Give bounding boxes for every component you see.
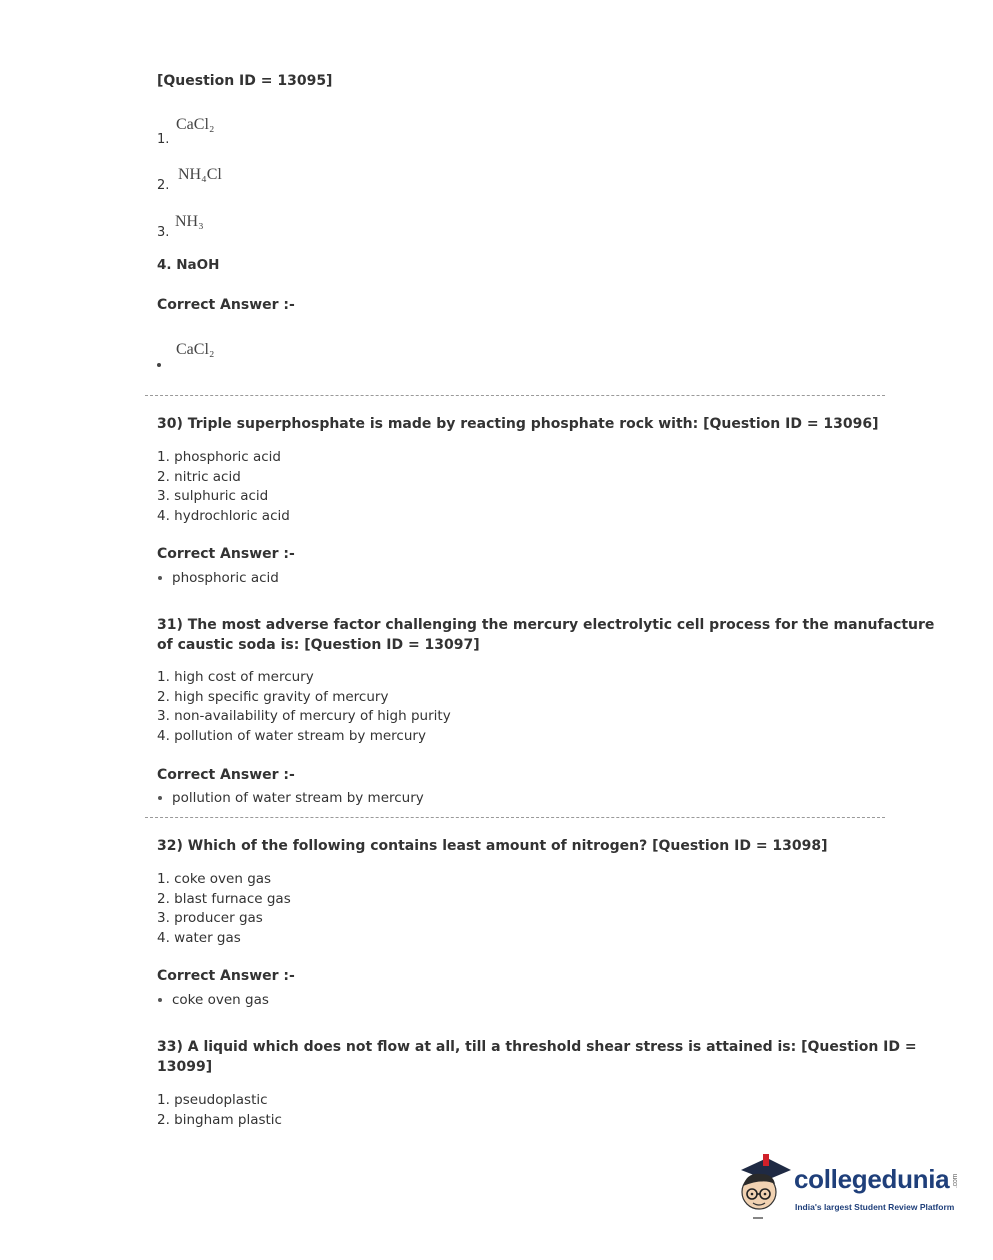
option: 1. high cost of mercury xyxy=(157,669,314,685)
correct-answer-value: phosphoric acid xyxy=(172,570,279,586)
divider xyxy=(145,817,885,818)
question-31-title xyxy=(157,615,934,655)
correct-answer-value: pollution of water stream by mercury xyxy=(172,790,424,806)
bullet-icon xyxy=(158,998,162,1002)
bullet-icon xyxy=(158,796,162,800)
option: 2. nitric acid xyxy=(157,468,241,485)
collegedunia-logo xyxy=(733,1152,963,1224)
option: 1. phosphoric acid xyxy=(157,449,282,465)
correct-answer-value: coke oven gas xyxy=(172,992,269,1008)
correct-answer xyxy=(157,992,269,1008)
option-formula: NH₃ xyxy=(175,213,204,230)
option-number: 3. xyxy=(157,225,170,240)
option: 4. pollution of water stream by mercury xyxy=(157,727,426,744)
logo-tagline: India's largest Student Review Platform xyxy=(795,1202,955,1212)
correct-answer-label: Correct Answer :- xyxy=(157,968,295,984)
mascot-icon xyxy=(733,1152,793,1222)
question-title-line: 33) A liquid which does not flow at all, till a threshold shear stress is attained is: [Question ID = xyxy=(157,1039,917,1055)
logo-suffix: .com xyxy=(952,1174,960,1188)
correct-answer-value: CaCl₂ xyxy=(176,341,215,358)
question-30-title: 30) Triple superphosphate is made by reacting phosphate rock with: [Question ID = 13096] xyxy=(157,416,879,432)
logo-wordmark xyxy=(794,1164,973,1195)
correct-answer-label: Correct Answer :- xyxy=(157,546,295,562)
bullet-icon xyxy=(158,576,162,580)
option: 4. hydrochloric acid xyxy=(157,507,290,524)
option-number: 2. xyxy=(157,178,170,193)
option: 1. coke oven gas xyxy=(157,871,272,887)
correct-answer-label: Correct Answer :- xyxy=(157,297,295,313)
logo-name: collegedunia xyxy=(794,1164,950,1194)
option: 2. bingham plastic xyxy=(157,1111,282,1128)
option-4 xyxy=(157,257,219,273)
option: 1. pseudoplastic xyxy=(157,1092,268,1108)
option-formula: NH₄Cl xyxy=(178,166,222,183)
question-32-options xyxy=(157,870,291,948)
option-text: NaOH xyxy=(176,257,220,273)
question-30-options xyxy=(157,448,290,526)
option: 3. sulphuric acid xyxy=(157,488,269,504)
option: 3. non-availability of mercury of high purity xyxy=(157,708,451,724)
bullet-icon xyxy=(157,363,161,367)
question-title-line: 13099] xyxy=(157,1059,213,1075)
question-33-title xyxy=(157,1037,917,1077)
divider xyxy=(145,395,885,396)
question-31-options xyxy=(157,668,451,746)
question-id-13095: [Question ID = 13095] xyxy=(157,73,333,89)
option-number: 4. xyxy=(157,257,172,273)
option-formula: CaCl₂ xyxy=(176,116,215,133)
option: 4. water gas xyxy=(157,929,241,946)
option: 2. high specific gravity of mercury xyxy=(157,688,389,705)
option: 2. blast furnace gas xyxy=(157,890,291,907)
option-number: 1. xyxy=(157,132,170,147)
question-title-line: 31) The most adverse factor challenging the mercury electrolytic cell process for the manufacture xyxy=(157,617,935,633)
correct-answer xyxy=(157,790,424,806)
option: 3. producer gas xyxy=(157,910,263,926)
question-title-line: of caustic soda is: [Question ID = 13097] xyxy=(157,637,480,653)
correct-answer xyxy=(157,570,279,586)
correct-answer-label: Correct Answer :- xyxy=(157,767,295,783)
question-32-title: 32) Which of the following contains least amount of nitrogen? [Question ID = 13098] xyxy=(157,838,828,854)
question-33-options xyxy=(157,1091,282,1130)
